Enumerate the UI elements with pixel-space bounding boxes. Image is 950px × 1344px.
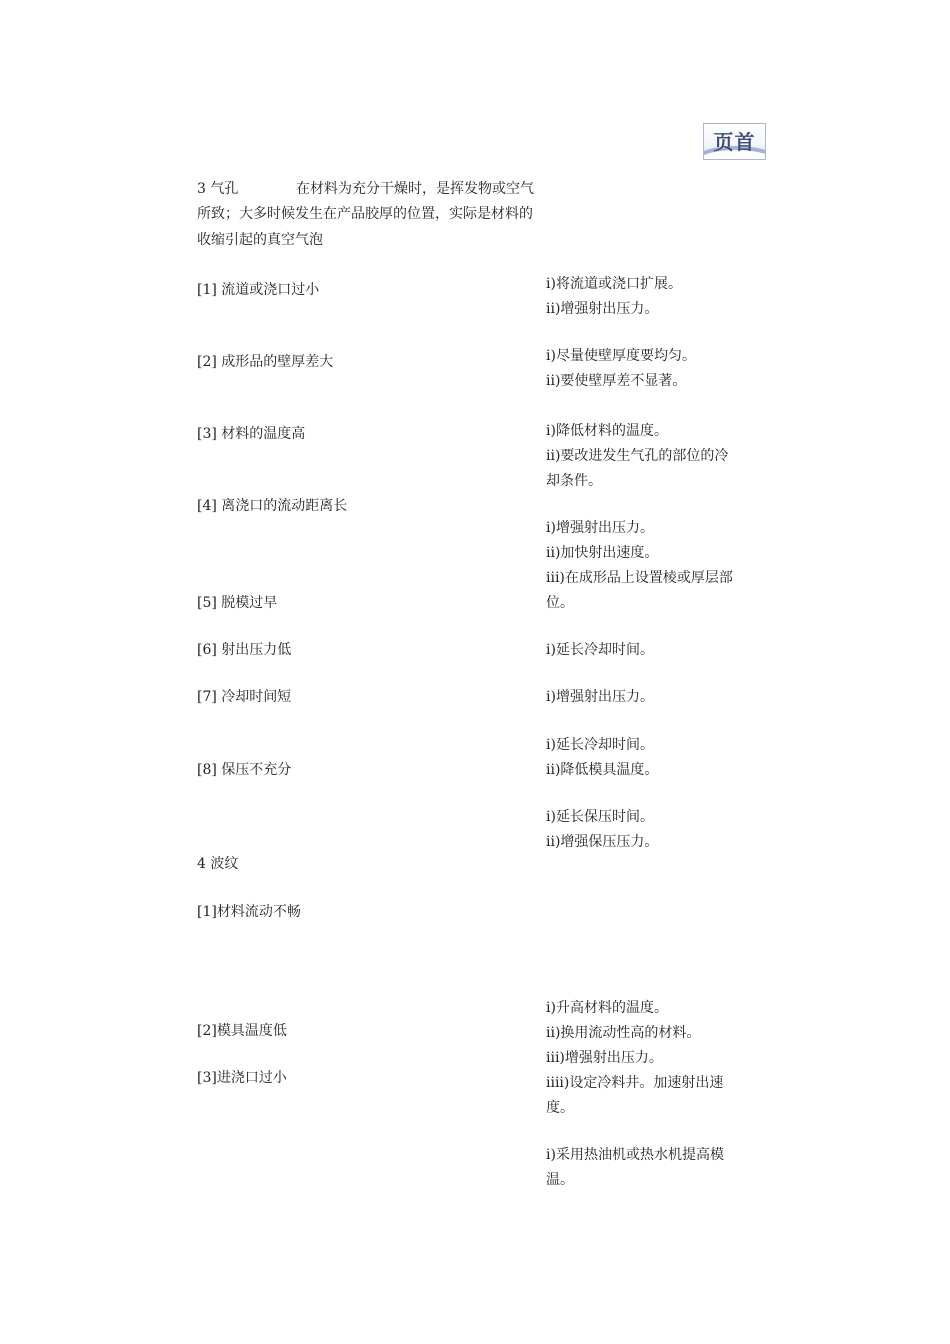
remedy-line: ii)加快射出速度。 [546, 545, 659, 561]
intro-line-1: 在材料为充分干燥时，是挥发物或空气 [296, 181, 534, 197]
remedy-line: i)降低材料的温度。 [546, 423, 668, 439]
remedy-line: ii)降低模具温度。 [546, 762, 659, 778]
cause-item: [1] 流道或浇口过小 [197, 282, 320, 298]
cause-item: [8] 保压不充分 [197, 762, 292, 778]
remedy-line: i)延长冷却时间。 [546, 737, 654, 753]
remedy-line: i)延长冷却时间。 [546, 642, 654, 658]
cause-item: [7] 冷却时间短 [197, 689, 292, 705]
section-4-cause: [2]模具温度低 [197, 1023, 287, 1039]
section-4-remedy: 温。 [546, 1172, 574, 1188]
section-4-remedy: iii)增强射出压力。 [546, 1050, 663, 1066]
cause-item: [6] 射出压力低 [197, 642, 292, 658]
remedy-line: ii)增强保压压力。 [546, 834, 659, 850]
logo-text: 页首 [713, 130, 756, 154]
section-4-cause: [1]材料流动不畅 [197, 904, 301, 920]
remedy-line: ii)增强射出压力。 [546, 301, 659, 317]
cause-item: [5] 脱模过早 [197, 595, 278, 611]
intro-line-3: 收缩引起的真空气泡 [197, 232, 323, 248]
section-4-remedy: iiii)设定冷料井。加速射出速 [546, 1075, 724, 1091]
remedy-line: i)尽量使壁厚度要均匀。 [546, 348, 696, 364]
section-4-remedy: i)采用热油机或热水机提高模 [546, 1147, 724, 1163]
remedy-line: iii)在成形品上设置棱或厚层部 [546, 570, 733, 586]
remedy-line: 位。 [546, 595, 574, 611]
remedy-line: i)延长保压时间。 [546, 809, 654, 825]
remedy-line: i)将流道或浇口扩展。 [546, 276, 682, 292]
header-logo[interactable] [703, 123, 766, 160]
cause-item: [2] 成形品的壁厚差大 [197, 354, 334, 370]
section-4-remedy: i)升高材料的温度。 [546, 1000, 668, 1016]
intro-line-2: 所致；大多时候发生在产品胶厚的位置，实际是材料的 [197, 206, 533, 222]
remedy-line: 却条件。 [546, 473, 602, 489]
section-4-cause: [3]进浇口过小 [197, 1070, 287, 1086]
remedy-line: i)增强射出压力。 [546, 689, 654, 705]
section-3-title: 3 气孔 [197, 181, 239, 197]
section-4-remedy: ii)换用流动性高的材料。 [546, 1025, 701, 1041]
remedy-line: i)增强射出压力。 [546, 520, 654, 536]
section-4-remedy: 度。 [546, 1100, 574, 1116]
remedy-line: ii)要改进发生气孔的部位的冷 [546, 448, 729, 464]
remedy-line: ii)要使壁厚差不显著。 [546, 373, 687, 389]
cause-item: [4] 离浇口的流动距离长 [197, 498, 348, 514]
cause-item: [3] 材料的温度高 [197, 426, 306, 442]
section-4-title: 4 波纹 [197, 856, 239, 872]
